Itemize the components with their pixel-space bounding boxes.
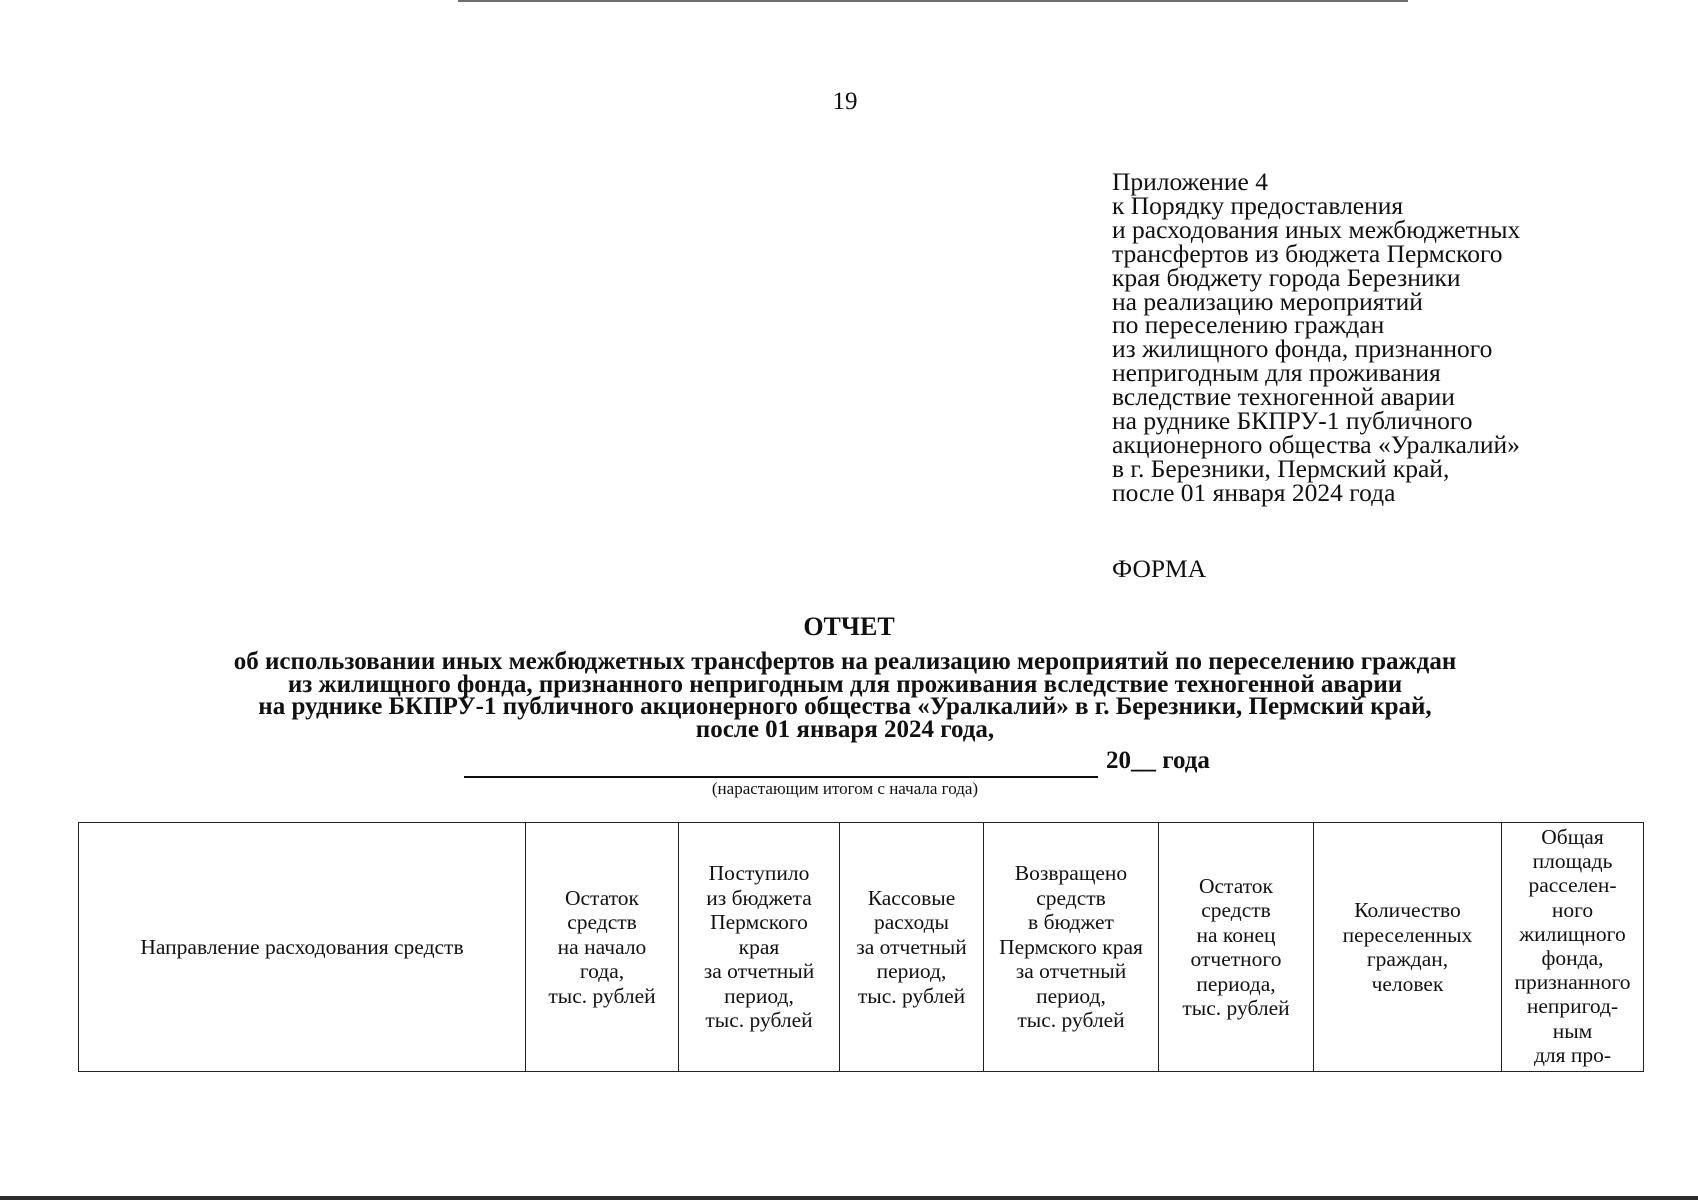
appendix-line: и расходования иных межбюджетных: [1112, 214, 1521, 244]
appendix-line: края бюджету города Березники: [1112, 262, 1461, 292]
appendix-line: из жилищного фонда, признанного: [1112, 334, 1493, 364]
header-cell-total-area: Общая площадь расселен- ного жилищного фонда, признанного непригод- ным для про-: [1502, 823, 1644, 1072]
appendix-line: на реализацию мероприятий: [1112, 286, 1423, 316]
scan-top-edge: [458, 0, 1408, 2]
report-subtitle-line: об использовании иных межбюджетных трансфертов на реализацию мероприятий по переселению граждан: [233, 648, 1457, 675]
header-cell-cash-expenses: Кассовые расходы за отчетный период, тыс. рублей: [840, 823, 984, 1072]
appendix-line: вследствие техногенной аварии: [1112, 382, 1455, 412]
appendix-line: непригодным для проживания: [1112, 358, 1441, 388]
report-subtitle-line: после 01 января 2024 года,: [695, 715, 995, 743]
report-title: ОТЧЕТ: [803, 612, 895, 641]
header-cell-opening-balance: Остаток средств на начало года, тыс. рублей: [526, 823, 679, 1072]
page-number: 19: [832, 88, 858, 115]
appendix-line: Приложение 4: [1112, 167, 1268, 196]
appendix-line: на руднике БКПРУ-1 публичного: [1112, 406, 1473, 436]
header-cell-direction: Направление расходования средств: [79, 823, 526, 1072]
header-cell-resettled-citizens: Количество переселенных граждан, человек: [1314, 823, 1502, 1072]
appendix-line: акционерного общества «Уралкалий»: [1112, 429, 1520, 459]
appendix-line: трансфертов из бюджета Пермского: [1112, 238, 1503, 268]
header-cell-closing-balance: Остаток средств на конец отчетного периода, тыс. рублей: [1159, 823, 1314, 1072]
period-blank-line: [464, 776, 1098, 778]
report-subtitle-line: из жилищного фонда, признанного непригодным для проживания вследствие техногенной аварии: [287, 670, 1403, 698]
report-subtitle-line: на руднике БКПРУ-1 публичного акционерного общества «Уралкалий» в г. Березники, Пермский край,: [258, 693, 1432, 720]
table-header-row: [79, 823, 1644, 1072]
report-table: [78, 822, 1644, 1072]
header-cell-returned: Возвращено средств в бюджет Пермского края за отчетный период, тыс. рублей: [984, 823, 1159, 1072]
report-subtitle: [60, 648, 1630, 743]
period-year: 20__ года: [1106, 747, 1210, 774]
period-caption: (нарастающим итогом с начала года): [711, 779, 979, 798]
appendix-line: по переселению граждан: [1112, 310, 1385, 340]
appendix-line: после 01 января 2024 года: [1112, 477, 1396, 507]
scan-bottom-edge: [0, 1196, 1698, 1200]
header-cell-received: Поступило из бюджета Пермского края за отчетный период, тыс. рублей: [679, 823, 840, 1072]
form-label: ФОРМА: [1112, 554, 1207, 583]
appendix-line: в г. Березники, Пермский край,: [1112, 453, 1450, 483]
appendix-note: [1112, 167, 1632, 507]
appendix-line: к Порядку предоставления: [1112, 190, 1404, 220]
